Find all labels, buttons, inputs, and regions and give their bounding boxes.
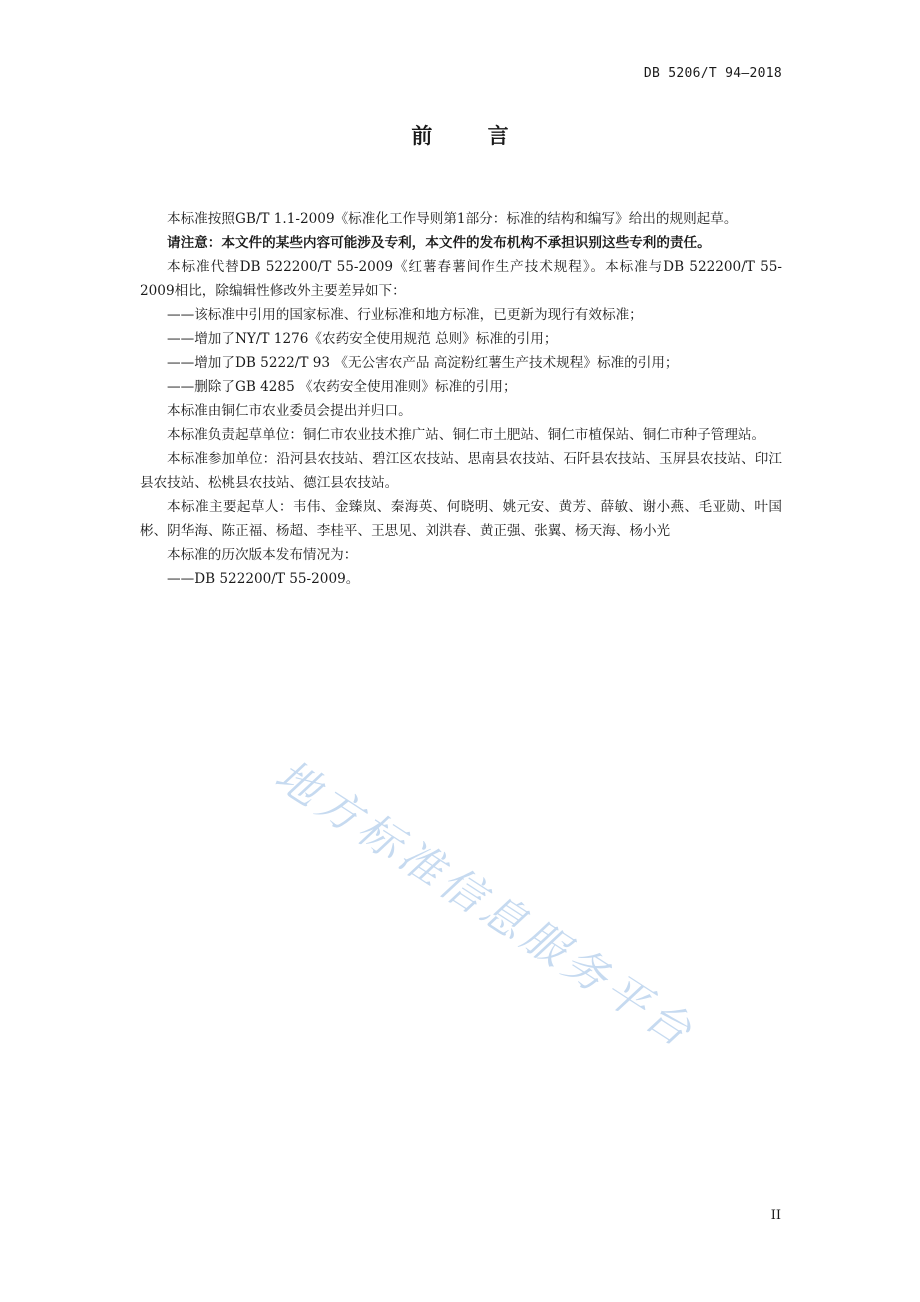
- list-item-added-db5222: ——增加了DB 5222/T 93 《无公害农产品 高淀粉红薯生产技术规程》标准的引用；: [167, 355, 679, 371]
- page-title: 前 言: [411, 124, 533, 148]
- paragraph-drafting-rules: 本标准按照GB/T 1.1-2009《标准化工作导则第1部分：标准的结构和编写》给出的规则起草。: [167, 211, 738, 227]
- paragraph-patent-notice: 请注意：本文件的某些内容可能涉及专利，本文件的发布机构不承担识别这些专利的责任。: [167, 235, 711, 251]
- paragraph-drafters: 本标准主要起草人：韦伟、金臻岚、秦海英、何晓明、姚元安、黄芳、薛敏、谢小燕、毛亚勋、叶国彬、阴华海、陈正福、杨超、李桂平、王思见、刘洪春、黄正强、张翼、杨天海、杨小光: [140, 499, 782, 539]
- list-item-updated-standards: ——该标准中引用的国家标准、行业标准和地方标准，已更新为现行有效标准；: [167, 307, 643, 323]
- paragraph-participating-units: 本标准参加单位：沿河县农技站、碧江区农技站、思南县农技站、石阡县农技站、玉屏县农技站、印江县农技站、松桃县农技站、德江县农技站。: [140, 451, 782, 491]
- watermark: 地方标准信息服务平台: [266, 750, 705, 1060]
- page-number: II: [770, 1208, 781, 1223]
- paragraph-proposer: 本标准由铜仁市农业委员会提出并归口。: [167, 403, 412, 419]
- paragraph-version-history: 本标准的历次版本发布情况为：: [167, 547, 358, 563]
- standard-code: DB 5206/T 94—2018: [643, 66, 782, 81]
- paragraph-drafting-units: 本标准负责起草单位：铜仁市农业技术推广站、铜仁市土肥站、铜仁市植保站、铜仁市种子管理站。: [167, 427, 766, 443]
- list-item-previous-version: ——DB 522200/T 55-2009。: [167, 571, 360, 587]
- paragraph-replacement: 本标准代替DB 522200/T 55-2009《红薯春薯间作生产技术规程》。本标准与DB 522200/T 55-2009相比，除编辑性修改外主要差异如下：: [140, 259, 782, 299]
- list-item-added-nyt1276: ——增加了NY/T 1276《农药安全使用规范 总则》标准的引用；: [167, 331, 558, 347]
- foreword-body: [140, 207, 782, 591]
- list-item-removed-gb4285: ——删除了GB 4285 《农药安全使用准则》标准的引用；: [167, 379, 517, 395]
